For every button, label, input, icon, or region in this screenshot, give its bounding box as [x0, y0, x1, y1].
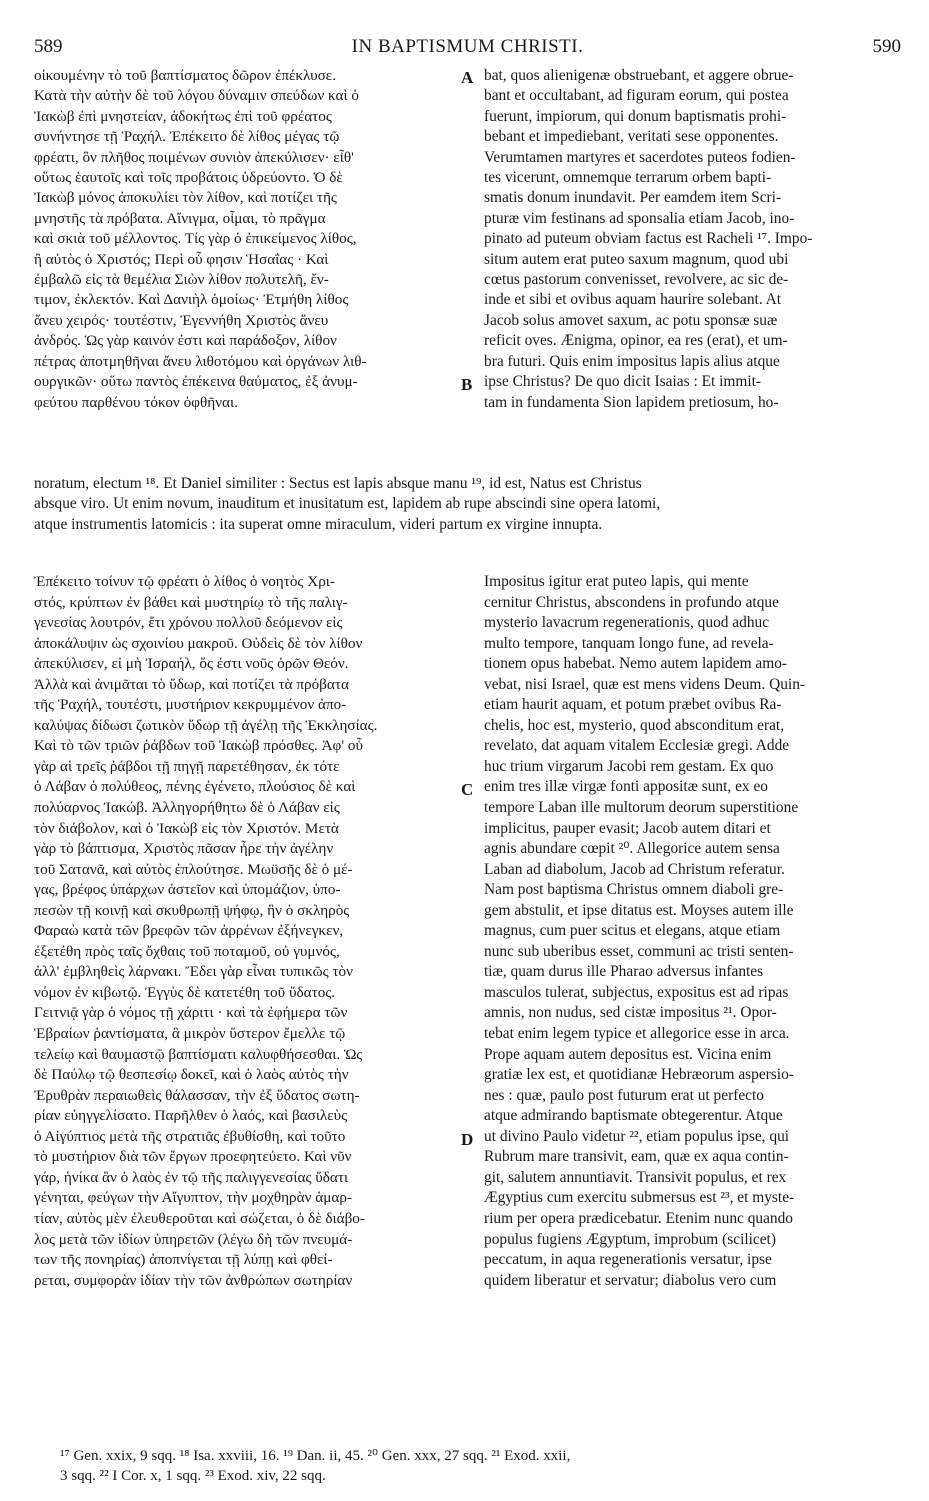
text-line: ipse Christus? De quo dicit Isaias : Et immit-: [484, 373, 761, 391]
text-line: φεύτου παρθένου τόκον ὀφθῆναι.: [34, 393, 238, 411]
latin-column-top: [484, 66, 904, 413]
text-line: ὁ Λάβαν ὁ πολύθεος, πένης ἐγένετο, πλούσιος δὲ καὶ: [34, 778, 356, 796]
text-line: γάρ, ἡνίκα ἂν ὁ λαὸς ἐν τῷ τῆς παλιγγενεσίας ὕδατι: [34, 1168, 349, 1186]
text-line: reficit oves. Ænigma, opinor, ea res (erat), et um-: [484, 332, 788, 350]
text-line: Impositus igitur erat puteo lapis, qui mente: [484, 573, 749, 590]
text-line: γας, βρέφος ὑπάρχων ἀστεῖον καὶ ὑπομάζιον, ὑπο-: [34, 881, 341, 899]
section-marker-b: B: [461, 375, 473, 394]
text-line: τὸν διάβολον, καὶ ὁ Ἰακὼβ εἰς τὸν Χριστόν. Μετὰ: [34, 819, 339, 837]
text-line: bra futuri. Quis enim impositus lapis alius atque: [484, 352, 780, 370]
text-line: Ἀλλὰ καὶ ἀνιμᾶται τὸ ὕδωρ, καὶ ποτίζει τὰ πρόβατα: [34, 675, 349, 693]
text-line: τιμον, ἐκλεκτόν. Καὶ Δανιὴλ ὁμοίως· Ἐτμήθη λίθος: [34, 291, 349, 309]
text-line: enim tres illæ virgæ fonti appositæ sunt, ex eo: [484, 778, 768, 796]
latin-full-width: [34, 474, 904, 535]
text-line: nunc sub uberibus esset, communi ac tristi senten-: [484, 942, 794, 960]
greek-column-top: [34, 66, 456, 413]
text-line: noratum, electum ¹⁸. Et Daniel similiter : Sectus est lapis absque manu ¹⁹, id est, Natus est Christus: [34, 475, 642, 492]
text-line: Ἰακὼβ ἐπὶ μνηστείαν, ἀδοκήτως ἐπὶ τοῦ φρέατος: [34, 107, 332, 125]
text-line: Φαραὼ κατὰ τῶν βρεφῶν τῶν ἀρρένων ἐξήνεγκεν,: [34, 922, 344, 940]
text-line: bant et occultabant, ad figuram eorum, qui postea: [484, 87, 789, 105]
text-line: τίαν, αὐτὸς μὲν ἐλευθεροῦται καὶ σώζεται, ὁ δὲ διάβο-: [34, 1209, 365, 1227]
text-line: multo tempore, tanquam longo fune, ad revela-: [484, 634, 774, 652]
page-number-right: 590: [872, 36, 901, 57]
text-line: huc trium virgarum Jacobi rem gestam. Ex quo: [484, 757, 774, 775]
text-line: τὸ μυστήριον διὰ τῶν ἔργων προεφητεύετο. Καὶ νῦν: [34, 1148, 352, 1166]
footnotes: [60, 1446, 908, 1486]
greek-column-bottom: [34, 572, 458, 1291]
text-line: masculos tulerat, subjectus, expositus est ad ripas: [484, 983, 789, 1001]
text-line: πεσὼν τῇ κοινῇ καὶ σκυθρωπῇ ψήφῳ, ἣν ὁ σκληρὸς: [34, 901, 350, 919]
text-line: φρέατι, ὃν πλῆθος ποιμένων συνιὸν ἀπεκύλισεν· εἶθ': [34, 148, 354, 166]
text-line: καὶ σκιὰ τοῦ μέλλοντος. Τίς γὰρ ὁ ἐπικείμενος λίθος,: [34, 230, 357, 248]
text-line: 3 sqq. ²² I Cor. x, 1 sqq. ²³ Exod. xiv, 22 sqq.: [60, 1468, 326, 1484]
text-line: ἐμβαλῶ εἰς τὰ θεμέλια Σιὼν λίθον πολυτελῆ, ἔν-: [34, 271, 329, 289]
text-line: Prope aquam autem depositus est. Vicina enim: [484, 1045, 772, 1063]
text-line: ἐξετέθη πρὸς ταῖς ὄχθαις τοῦ ποταμοῦ, οὐ γυμνός,: [34, 942, 340, 960]
text-line: ρεται, συμφορὰν ἰδίαν τὴν τῶν ἀνθρώπων σωτηρίαν: [34, 1271, 353, 1289]
text-line: γενεσίας λουτρόν, ἔτι χρόνου πολλοῦ δεόμενον εἰς: [34, 614, 343, 632]
text-line: στός, κρύπτων ἐν βάθει καὶ μυστηρίῳ τὸ τῆς παλιγ-: [34, 593, 348, 611]
text-line: mysterio lavacrum regenerationis, quod adhuc: [484, 614, 770, 632]
latin-column-bottom: [484, 572, 904, 1291]
text-line: fuerunt, impiorum, qui donum baptismatis prohi-: [484, 107, 787, 125]
text-line: agnis abundare cœpit ²⁰. Allegorice autem sensa: [484, 840, 780, 858]
text-line: tebat enim legem typice et allegorice esse in arca.: [484, 1025, 790, 1043]
text-line: ¹⁷ Gen. xxix, 9 sqq. ¹⁸ Isa. xxviii, 16. ¹⁹ Dan. ii, 45. ²⁰ Gen. xxx, 27 sqq. ²¹ Exod. xxii,: [60, 1448, 571, 1464]
text-line: Γειτνιᾷ γὰρ ὁ νόμος τῇ χάριτι · καὶ τὰ ἐφήμερα τῶν: [34, 1004, 348, 1022]
text-line: tionem opus habebat. Nemo autem lapidem amo-: [484, 655, 788, 673]
text-line: tempore Laban ille multorum deorum superstitione: [484, 799, 799, 817]
text-line: λος μετὰ τῶν ἰδίων ὑπηρετῶν (λέγω δὴ τῶν πνευμά-: [34, 1230, 353, 1248]
text-line: pturæ vim festinans ad sponsalia etiam Jacob, ino-: [484, 209, 795, 227]
text-line: Καὶ τὸ τῶν τριῶν ῥάβδων τοῦ Ἰακὼβ πρόσθες. Ἀφ' οὗ: [34, 737, 363, 755]
text-line: peccatum, in aqua regenerationis versatur, ipse: [484, 1251, 772, 1269]
text-line: τοῦ Σατανᾶ, καὶ αὐτὸς ἐπλούτησε. Μωϋσῆς δὲ ὁ μέ-: [34, 860, 353, 878]
text-line: ἀνδρός. Ὡς γὰρ καινόν ἐστι καὶ παράδοξον, λίθον: [34, 332, 337, 350]
text-line: πολύαρνος Ἰακώβ. Ἀλληγορήθητω δὲ ὁ Λάβαν εἰς: [34, 799, 340, 817]
text-line: ὁ Αἰγύπτιος μετὰ τῆς στρατιᾶς ἐβυθίσθη, καὶ τοῦτο: [34, 1127, 346, 1145]
text-line: Jacob solus amovet saxum, ac potu sponsæ suæ: [484, 311, 778, 329]
text-line: tiæ, quam durus ille Pharao adversus infantes: [484, 963, 764, 981]
text-line: οὕτως ἑαυτοῖς καὶ τοῖς προβάτοις ὑδρεύοντο. Ὁ δὲ: [34, 169, 343, 187]
text-line: πέτρας ἀποτμηθῆναι ἄνευ λιθοτόμου καὶ ὀργάνων λιθ-: [34, 352, 367, 370]
text-line: Verumtamen martyres et sacerdotes puteos fodien-: [484, 148, 796, 166]
section-marker-c: C: [461, 780, 474, 799]
text-line: pinato ad puteum obviam factus est Racheli ¹⁷. Impo-: [484, 230, 813, 248]
text-line: ἀποκάλυψιν ὡς σχοινίου μακροῦ. Οὐδεὶς δὲ τὸν λίθον: [34, 634, 363, 652]
text-line: ἄνευ χειρός· τουτέστιν, Ἐγεννήθη Χριστὸς ἄνευ: [34, 311, 329, 329]
text-line: inde et sibi et ovibus aquam haurire solebant. At: [484, 291, 782, 309]
text-line: cœtus pastorum convenisset, revolvere, ac sic de-: [484, 271, 789, 289]
text-line: git, salutem annuntiavit. Transivit populus, et rex: [484, 1168, 787, 1186]
text-line: ἀπεκύλισεν, εἰ μὴ Ἰσραήλ, ὅς ἐστι νοῦς ὁρῶν Θεόν.: [34, 655, 349, 673]
text-line: atque admirando baptismate obtegerentur. Atque: [484, 1107, 783, 1125]
text-line: cernitur Christus, abscondens in profundo atque: [484, 593, 779, 611]
text-line: γὰρ τὸ βάπτισμα, Χριστὸς πᾶσαν ἦρε τὴν ἀγέλην: [34, 840, 334, 858]
text-line: μνηστῆς τὰ πρόβατα. Αἴνιγμα, οἶμαι, τὸ πρᾶγμα: [34, 209, 326, 227]
text-line: των τῆς πονηρίας) ἀποπνίγεται τῇ λύπῃ καὶ φθεί-: [34, 1251, 333, 1269]
text-line: ut divino Paulo videtur ²², etiam populus ipse, qui: [484, 1127, 790, 1145]
text-line: Ἐπέκειτο τοίνυν τῷ φρέατι ὁ λίθος ὁ νοητὸς Χρι-: [34, 573, 335, 590]
text-line: etiam haurit aquam, et potum præbet ovibus Ra-: [484, 696, 782, 714]
text-line: συνήντησε τῇ Ῥαχήλ. Ἐπέκειτο δὲ λίθος μέγας τῷ: [34, 128, 340, 146]
text-line: νόμον ἐν κιβωτῷ. Ἐγγὺς δὲ κατετέθη τοῦ ὕδατος.: [34, 983, 336, 1001]
text-line: revelato, dat aquam vitalem Ecclesiæ gregi. Adde: [484, 737, 790, 755]
text-line: amnis, non nudus, sed cistæ impositus ²¹. Opor-: [484, 1004, 777, 1022]
text-line: γὰρ αἱ τρεῖς ῥάβδοι τῇ πηγῇ παρετέθησαν, ἐκ τότε: [34, 757, 340, 775]
text-line: chelis, hoc est, mysterio, quod absconditum erat,: [484, 716, 785, 734]
section-marker-a: A: [461, 68, 474, 87]
text-line: gratiæ lex est, et quotidianæ Hebræorum aspersio-: [484, 1066, 794, 1084]
text-line: bebant et impediebant, veritati sese opponentes.: [484, 128, 779, 146]
running-title: IN BAPTISMUM CHRISTI.: [351, 36, 584, 57]
text-line: quidem liberatur et servatur; diabolus vero cum: [484, 1271, 777, 1289]
text-line: nes : quæ, paulo post futurum erat ut perfecto: [484, 1086, 764, 1104]
text-line: ουργικῶν· οὕτω παντὸς ἐπέκεινα θαύματος, ἐξ ἀνυμ-: [34, 373, 358, 391]
text-line: γένηται, φεύγων τὴν Αἴγυπτον, τὴν μοχθηρὰν ἁμαρ-: [34, 1189, 352, 1207]
text-line: Laban ad diabolum, Jacob ad Christum referatur.: [484, 860, 785, 878]
text-line: situm autem erat puteo saxum magnum, quod ubi: [484, 250, 789, 268]
text-line: atque instrumentis latomicis : ita superat omne miraculum, videri partum ex virgine innupta.: [34, 515, 603, 533]
text-line: rium per opera prædicebatur. Etenim nunc quando: [484, 1209, 793, 1227]
text-line: absque viro. Ut enim novum, inauditum et inusitatum est, lapidem ab rupe abscindi sine opera latomi,: [34, 495, 661, 513]
text-line: Ἑβραίων ῥαντίσματα, ἃ μικρὸν ὕστερον ἔμελλε τῷ: [34, 1025, 346, 1043]
text-line: τῆς Ῥαχήλ, τουτέστι, μυστήριον κεκρυμμένον ἀπο-: [34, 696, 347, 714]
text-line: οἰκουμένην τὸ τοῦ βαπτίσματος δῶρον ἐπέκλυσε.: [34, 67, 336, 84]
page-number-left: 589: [34, 36, 63, 57]
section-marker-d: D: [461, 1130, 474, 1149]
text-line: gem abstulit, et ipse ditatus est. Moyses autem ille: [484, 901, 794, 919]
text-line: καλύψας δίδωσι ζωτικὸν ὕδωρ τῇ ἀγέλῃ τῆς Ἐκκλησίας.: [34, 716, 378, 734]
text-line: smatis donum inundavit. Per eamdem item Scri-: [484, 189, 782, 207]
text-line: bat, quos alienigenæ obstruebant, et aggere obrue-: [484, 67, 794, 84]
text-line: Ægyptius cum exercitu submersus est ²³, et myste-: [484, 1189, 795, 1207]
text-line: magnus, cum puer scitus et elegans, atque etiam: [484, 922, 781, 940]
text-line: Ἐρυθρὰν περαιωθεὶς θάλασσαν, τὴν ἐξ ὕδατος σωτη-: [34, 1086, 360, 1104]
text-line: Nam post baptisma Christus omnem diaboli gre-: [484, 881, 784, 899]
text-line: vebat, nisi Israel, quæ est mens videns Deum. Quin-: [484, 675, 806, 693]
text-line: δὲ Παύλῳ τῷ θεσπεσίῳ δοκεῖ, καὶ ὁ λαὸς αὐτὸς τὴν: [34, 1066, 349, 1084]
text-line: implicitus, pauper evasit; Jacob autem ditari et: [484, 819, 771, 837]
text-line: τελείῳ καὶ θαυμαστῷ βαπτίσματι καλυφθήσεσθαι. Ὡς: [34, 1045, 363, 1063]
text-line: ἢ αὐτὸς ὁ Χριστός; Περὶ οὗ φησιν Ἡσαΐας · Καὶ: [34, 250, 329, 268]
text-line: ρίαν εὐηγγελίσατο. Παρῆλθεν ὁ λαός, καὶ βασιλεὺς: [34, 1107, 348, 1125]
text-line: Ἰακὼβ μόνος ἀποκυλίει τὸν λίθον, καὶ ποτίζει τῆς: [34, 189, 337, 207]
text-line: tes vicerunt, omnemque terrarum orbem bapti-: [484, 169, 772, 187]
running-header: [34, 36, 901, 60]
text-line: populus fugiens Ægyptum, improbum (scilicet): [484, 1230, 776, 1248]
text-line: Κατὰ τὴν αὐτὴν δὲ τοῦ λόγου δύναμιν σπεύδων καὶ ὁ: [34, 87, 359, 105]
text-line: Rubrum mare transivit, eam, quæ ex aqua contin-: [484, 1148, 789, 1166]
text-line: tam in fundamenta Sion lapidem pretiosum, ho-: [484, 393, 779, 411]
text-line: ἀλλ' ἐμβληθεὶς λάρνακι. Ἔδει γὰρ εἶναι τυπικῶς τὸν: [34, 963, 354, 981]
